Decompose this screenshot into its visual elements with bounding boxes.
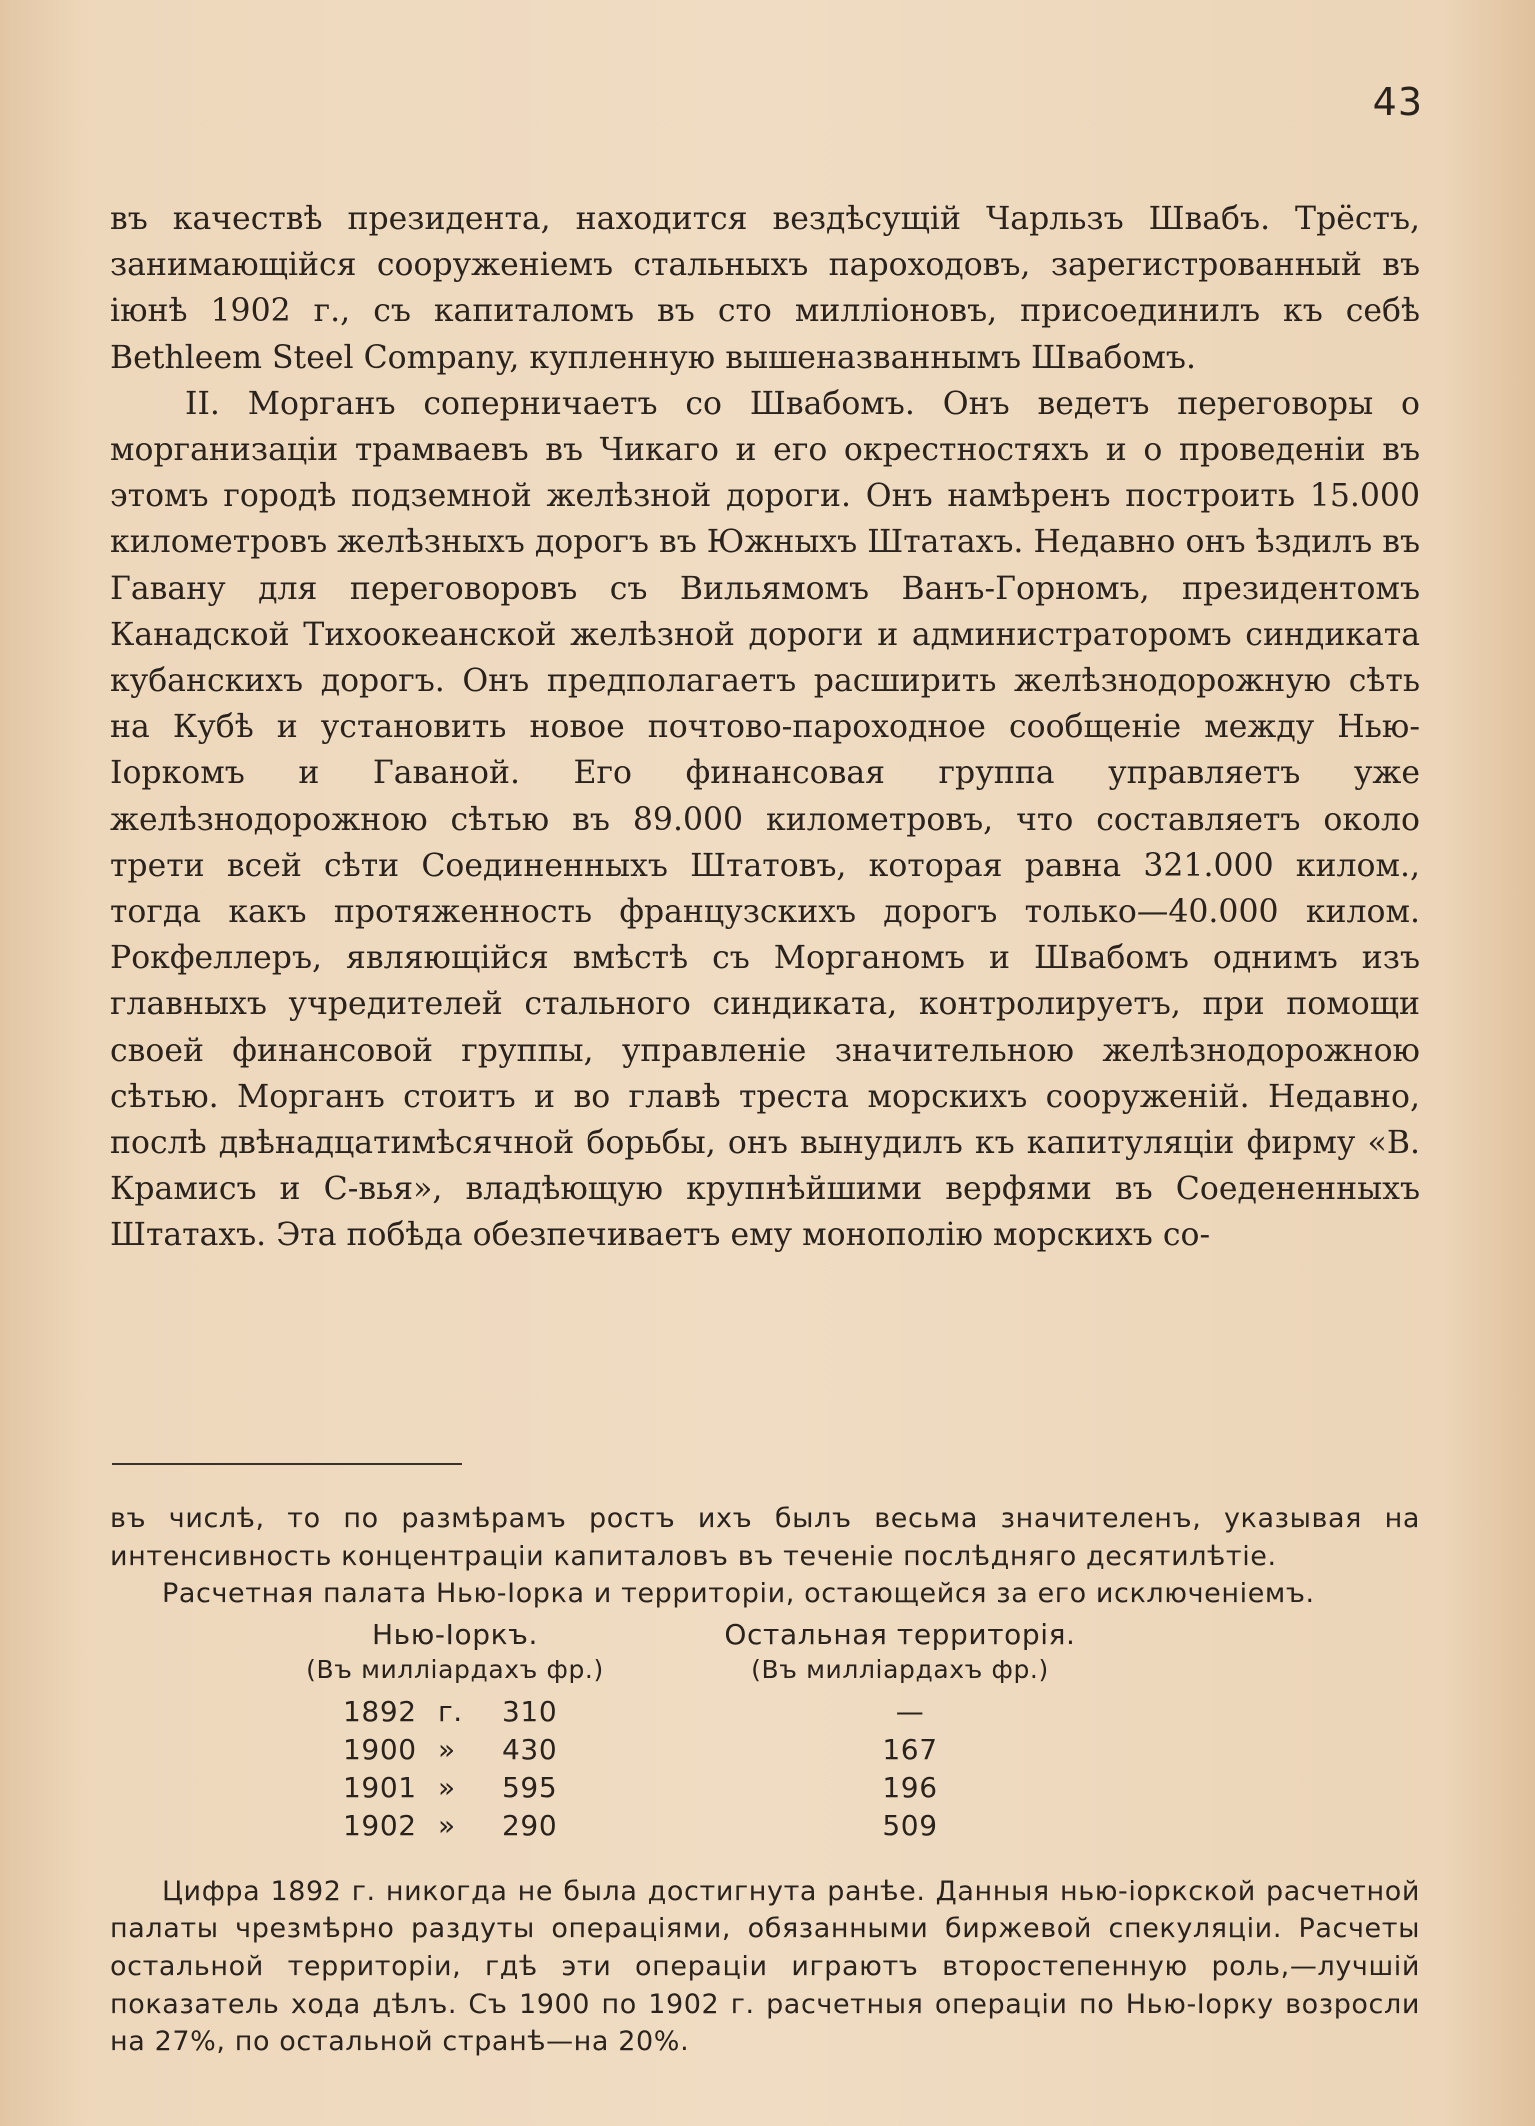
rest-value: 167 xyxy=(882,1732,938,1766)
column-header-new-york xyxy=(280,1617,630,1687)
table-row xyxy=(110,1693,1310,1731)
column-unit: (Въ милліардахъ фр.) xyxy=(306,1654,604,1684)
new-york-value: 310 xyxy=(502,1694,558,1728)
rest-value: 196 xyxy=(882,1770,938,1804)
year-cell: 1901 xyxy=(343,1770,417,1804)
clearing-house-table xyxy=(110,1613,1420,1873)
footnote xyxy=(110,1500,1420,2061)
column-title: Нью-Іоркъ. xyxy=(372,1617,538,1651)
footnote-divider xyxy=(112,1463,462,1465)
column-unit: (Въ милліардахъ фр.) xyxy=(751,1654,1049,1684)
column-header-rest xyxy=(680,1617,1120,1687)
main-text xyxy=(110,196,1420,1259)
table-caption: Расчетная палата Нью-Іорка и территоріи, остающейся за его исключеніемъ. xyxy=(162,1578,1315,1610)
ditto-mark: » xyxy=(438,1770,456,1804)
table-row xyxy=(110,1807,1310,1845)
footnote-intro: въ числѣ, то по размѣрамъ ростъ ихъ былъ весьма значителенъ, указывая на интенсивность концентраціи капиталовъ въ теченіе послѣдняго десятилѣтіе. xyxy=(110,1503,1420,1572)
rest-value: — xyxy=(895,1694,925,1728)
new-york-value: 595 xyxy=(502,1770,558,1804)
table-row xyxy=(110,1769,1310,1807)
rest-value: 509 xyxy=(882,1808,938,1842)
year-cell: 1902 xyxy=(343,1808,417,1842)
new-york-value: 430 xyxy=(502,1732,558,1766)
ditto-mark: г. xyxy=(438,1694,463,1728)
paragraph: II. Морганъ соперничаетъ со Швабомъ. Онъ ведетъ переговоры о морганизаціи трамваевъ въ Чикаго и его окрестностяхъ и о проведеніи въ этомъ городѣ подземной желѣзной дороги. Онъ намѣренъ построить 15.000 километровъ желѣзныхъ дорогъ въ Южныхъ Штатахъ. Недавно онъ ѣздилъ въ Гавану для переговоровъ съ Вильямомъ Ванъ-Горномъ, президентомъ Канадской Тихоокеанской желѣзной дороги и администраторомъ синдиката кубанскихъ дорогъ. Онъ предполагаетъ расширить желѣзнодорожную сѣть на Кубѣ и установить новое почтово-пароходное сообщеніе между Нью-Іоркомъ и Гаваной. Его финансовая группа управляетъ уже желѣзнодорожною сѣтью въ 89.000 километровъ, что составляетъ около трети всей сѣти Соединенныхъ Штатовъ, которая равна 321.000 килом., тогда какъ протяженность французскихъ дорогъ только—40.000 килом. Рокфеллеръ, являющійся вмѣстѣ съ Морганомъ и Швабомъ однимъ изъ главныхъ учредителей стального синдиката, контролируетъ, при помощи своей финансовой группы, управленіе значительною желѣзнодорожною сѣтью. Морганъ стоитъ и во главѣ треста морскихъ сооруженій. Недавно, послѣ двѣнадцатимѣсячной борьбы, онъ вынудилъ къ капитуляціи фирму «В. Крамисъ и С-вья», владѣющую крупнѣйшими верфями въ Соедененныхъ Штатахъ. Эта побѣда обезпечиваетъ ему монополію морскихъ со- xyxy=(110,385,1420,1254)
ditto-mark: » xyxy=(438,1808,456,1842)
ditto-mark: » xyxy=(438,1732,456,1766)
table-row xyxy=(110,1731,1310,1769)
year-cell: 1892 xyxy=(343,1694,417,1728)
page-number: 43 xyxy=(1372,80,1423,124)
footnote-closing: Цифра 1892 г. никогда не была достигнута ранѣе. Данныя нью-іоркской расчетной палаты чрезмѣрно раздуты операціями, обязанными биржевой спекуляціи. Расчеты остальной территоріи, гдѣ эти операціи играютъ второстепенную роль,—лучшій показатель хода дѣлъ. Съ 1900 по 1902 г. расчетныя операціи по Нью-Іорку возросли на 27%, по остальной странѣ—на 20%. xyxy=(110,1875,1420,2058)
year-cell: 1900 xyxy=(343,1732,417,1766)
new-york-value: 290 xyxy=(502,1808,558,1842)
column-title: Остальная территорія. xyxy=(724,1617,1076,1651)
paragraph: въ качествѣ президента, находится вездѣсущій Чарльзъ Швабъ. Трёстъ, занимающійся сооруженіемъ стальныхъ пароходовъ, зарегистрованный въ іюнѣ 1902 г., съ капиталомъ въ сто милліоновъ, присоединилъ къ себѣ Bethleem Steel Company, купленную вышеназваннымъ Швабомъ. xyxy=(110,201,1420,376)
